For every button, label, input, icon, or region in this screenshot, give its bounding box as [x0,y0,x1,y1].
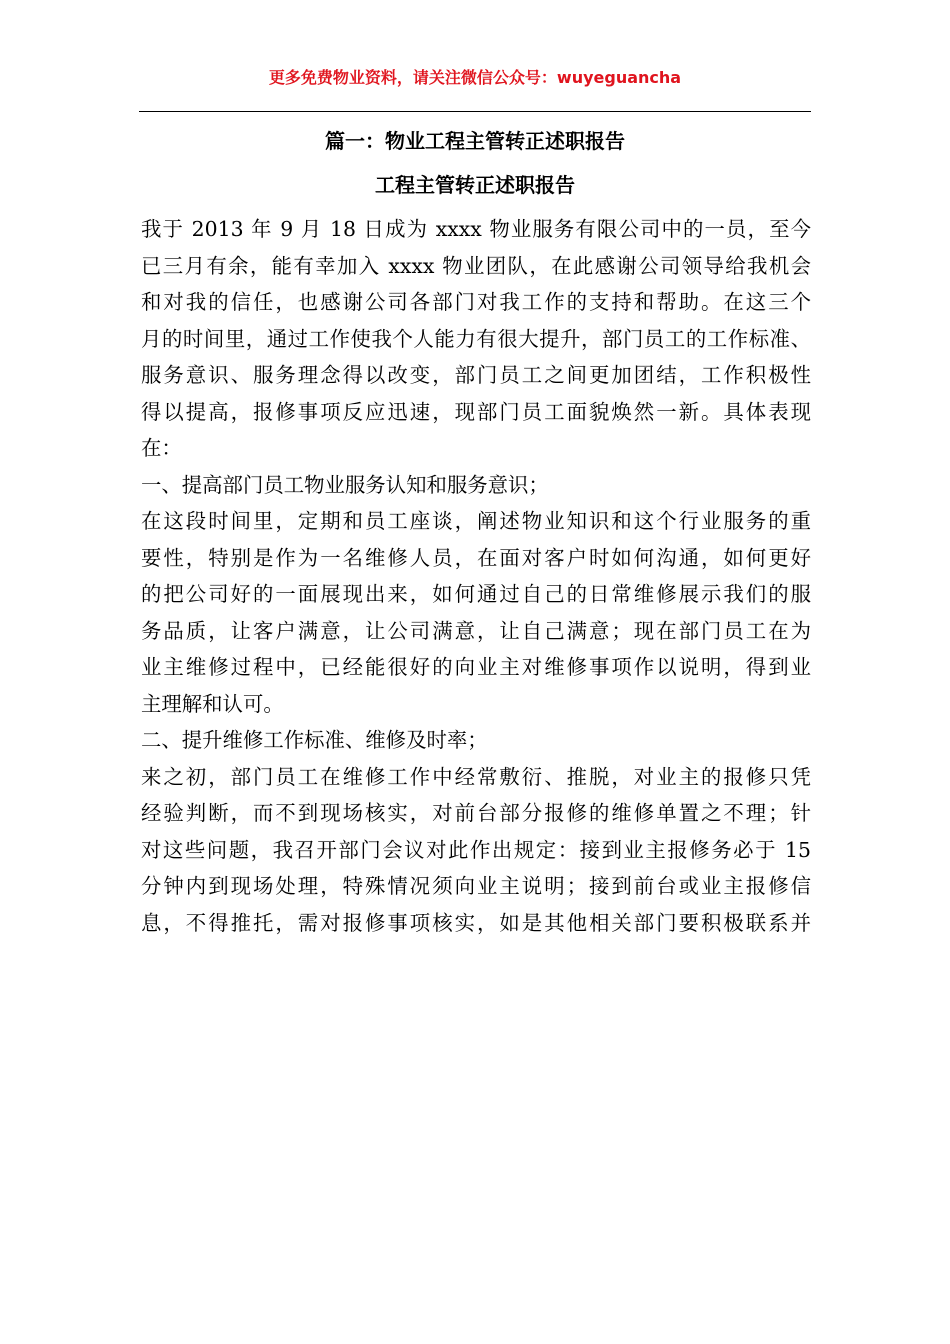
report-body [141,211,811,941]
body-line: 在： [141,436,182,460]
header-note: 更多免费物业资料，请关注微信公众号：wuyeguancha [268,68,682,87]
body-line: 二、提升维修工作标准、维修及时率； [141,728,488,752]
body-line: 和对我的信任，也感谢公司各部门对我工作的支持和帮助。在这三个 [141,290,811,314]
body-line: 月的时间里，通过工作使我个人能力有很大提升，部门员工的工作标准、 [141,326,811,351]
header-divider [139,111,811,112]
body-line: 的把公司好的一面展现出来，如何通过自己的日常维修展示我们的服 [141,582,811,606]
body-line: 在这段时间里，定期和员工座谈，阐述物业知识和这个行业服务的重 [141,509,811,533]
body-line: 分钟内到现场处理，特殊情况须向业主说明；接到前台或业主报修信 [141,874,811,898]
body-line: 务品质，让客户满意，让公司满意，让自己满意；现在部门员工在为 [141,618,811,643]
body-line: 来之初，部门员工在维修工作中经常敷衍、推脱，对业主的报修只凭 [141,764,811,789]
body-line: 业主维修过程中，已经能很好的向业主对维修事项作以说明，得到业 [141,655,811,679]
body-line: 已三月有余，能有幸加入 xxxx 物业团队，在此感谢公司领导给我机会 [141,253,811,278]
body-line: 经验判断，而不到现场核实，对前台部分报修的维修单置之不理；针 [141,801,811,825]
body-line: 得以提高，报修事项反应迅速，现部门员工面貌焕然一新。具体表现 [141,399,811,424]
body-line: 服务意识、服务理念得以改变，部门员工之间更加团结，工作积极性 [141,363,811,387]
section-title: 篇一：物业工程主管转正述职报告 [325,129,625,153]
report-title: 工程主管转正述职报告 [375,173,575,197]
body-line: 要性，特别是作为一名维修人员，在面对客户时如何沟通，如何更好 [141,545,811,570]
body-line: 我于 2013 年 9 月 18 日成为 xxxx 物业服务有限公司中的一员，至今 [141,217,811,241]
body-line: 一、提高部门员工物业服务认知和服务意识； [141,472,549,497]
body-line: 主理解和认可。 [141,691,284,716]
body-line: 对这些问题，我召开部门会议对此作出规定：接到业主报修务必于 15 [141,837,811,862]
body-line: 息，不得推托，需对报修事项核实，如是其他相关部门要积极联系并 [141,910,811,935]
